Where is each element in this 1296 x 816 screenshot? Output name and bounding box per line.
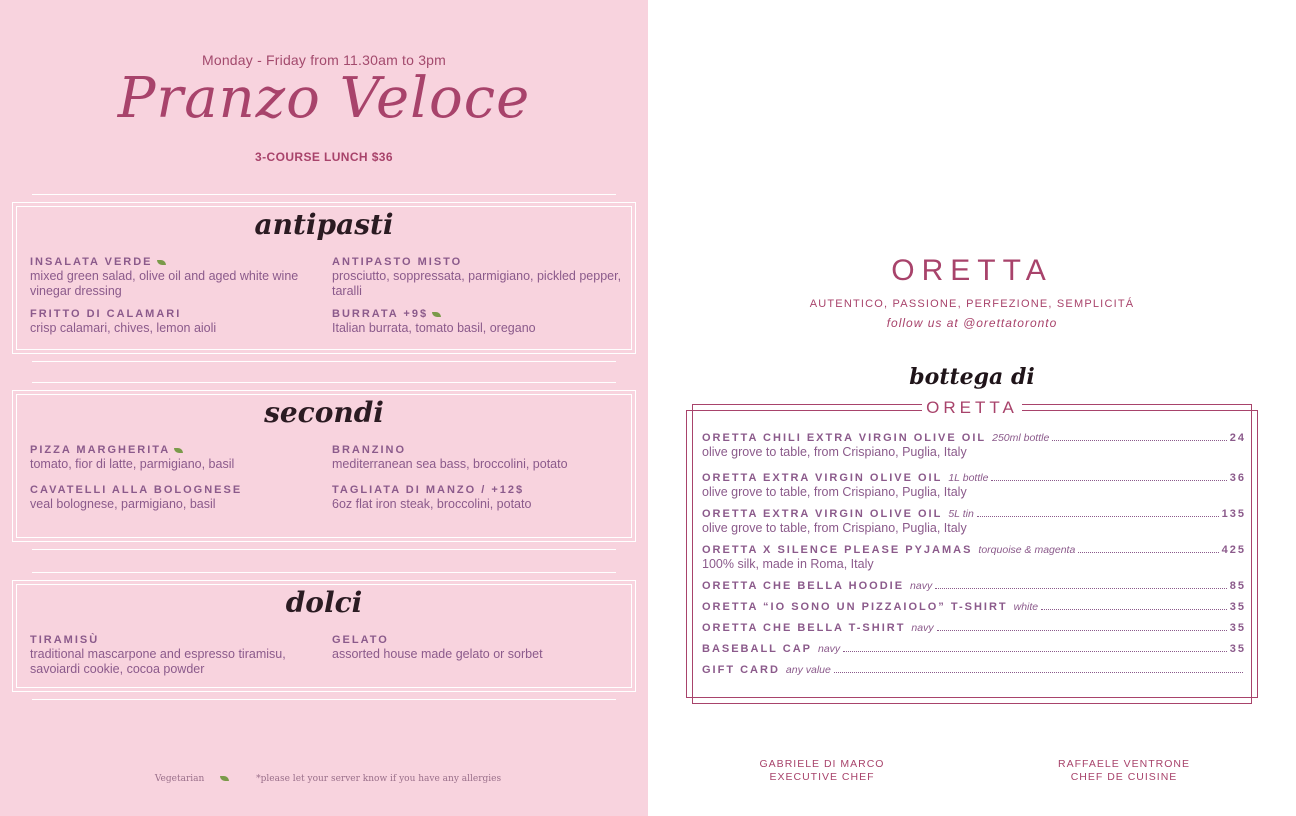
dot-leader: [1041, 609, 1227, 610]
allergy-note: *please let your server know if you have any allergies: [256, 774, 502, 784]
product-price: 425: [1221, 544, 1246, 556]
item-name: PIZZA MARGHERITA: [30, 444, 320, 456]
dolci-heading: dolci: [285, 586, 363, 619]
item-desc: crisp calamari, chives, lemon aioli: [30, 321, 217, 335]
product-note: torquoise & magenta: [978, 544, 1076, 556]
product-row: [702, 472, 1246, 499]
item-desc: traditional mascarpone and espresso tiramisu, savoiardi cookie, cocoa powder: [30, 647, 286, 676]
menu-item: [30, 308, 320, 336]
dolci-panel: [12, 580, 636, 692]
product-price: 24: [1229, 432, 1246, 444]
menu-item: [332, 634, 622, 662]
bottega-title: ORETTA: [648, 398, 1296, 418]
product-name: BASEBALL CAP: [702, 643, 812, 655]
lunch-subtitle: 3-COURSE LUNCH $36: [255, 150, 393, 164]
dot-leader: [977, 516, 1219, 517]
product-price: 36: [1229, 472, 1246, 484]
product-name: ORETTA EXTRA VIRGIN OLIVE OIL: [702, 472, 943, 484]
dot-leader: [1052, 440, 1226, 441]
product-desc: olive grove to table, from Crispiano, Puglia, Italy: [702, 445, 967, 459]
antipasti-panel: [12, 202, 636, 354]
product-note: navy: [910, 580, 933, 592]
brand-tagline: AUTENTICO, PASSIONE, PERFEZIONE, SEMPLICITÁ: [809, 298, 1135, 310]
item-desc: prosciutto, soppressata, parmigiano, pickled pepper, taralli: [332, 269, 622, 298]
item-desc: assorted house made gelato or sorbet: [332, 647, 543, 661]
product-row: [702, 622, 1246, 634]
product-row: [702, 601, 1246, 613]
product-row: [702, 508, 1246, 535]
product-name: ORETTA CHE BELLA T-SHIRT: [702, 622, 906, 634]
item-desc: Italian burrata, tomato basil, oregano: [332, 321, 536, 335]
product-desc: 100% silk, made in Roma, Italy: [702, 557, 874, 571]
product-name: ORETTA EXTRA VIRGIN OLIVE OIL: [702, 508, 943, 520]
dot-leader: [843, 651, 1227, 652]
product-note: any value: [785, 664, 831, 676]
product-row: [702, 432, 1246, 459]
item-name: BURRATA +9$: [332, 308, 622, 320]
secondi-panel: [12, 390, 636, 542]
vegetarian-leaf-icon: [432, 312, 441, 317]
vegetarian-leaf-icon: [174, 448, 183, 453]
menu-item: [332, 256, 622, 299]
product-row: [702, 643, 1246, 655]
item-desc: veal bolognese, parmigiano, basil: [30, 497, 216, 511]
product-note: navy: [817, 643, 841, 655]
item-name: INSALATA VERDE: [30, 256, 320, 268]
product-price: 35: [1229, 622, 1246, 634]
menu-item: [332, 484, 622, 512]
chef-name: GABRIELE DI MARCO: [759, 758, 885, 770]
product-price: 35: [1229, 643, 1246, 655]
chef-role: CHEF DE CUISINE: [1070, 771, 1178, 783]
product-note: 250ml bottle: [992, 432, 1050, 444]
item-name: TAGLIATA DI MANZO / +12$: [332, 484, 525, 496]
brand-name: ORETTA: [891, 254, 1053, 287]
product-note: navy: [911, 622, 934, 634]
dot-leader: [1078, 552, 1218, 553]
product-price: 35: [1229, 601, 1246, 613]
item-desc: 6oz flat iron steak, broccolini, potato: [332, 497, 532, 511]
lunch-title: Pranzo Veloce: [117, 66, 531, 131]
product-name: GIFT CARD: [702, 664, 780, 676]
menu-item: [332, 444, 622, 472]
dot-leader: [834, 672, 1243, 673]
item-desc: mediterranean sea bass, broccolini, potato: [332, 457, 568, 471]
item-name: ANTIPASTO MISTO: [332, 256, 463, 268]
product-note: 1L bottle: [948, 472, 989, 484]
bottega-script-heading: bottega di: [909, 364, 1035, 390]
product-name: ORETTA “IO SONO UN PIZZAIOLO” T-SHIRT: [702, 601, 1008, 613]
menu-item: [30, 484, 320, 512]
chef-role: EXECUTIVE CHEF: [769, 771, 875, 783]
product-note: white: [1013, 601, 1039, 613]
menu-item: [332, 308, 622, 336]
item-name: CAVATELLI ALLA BOLOGNESE: [30, 484, 243, 496]
vegetarian-leaf-icon: [220, 776, 229, 781]
item-name: GELATO: [332, 634, 389, 646]
antipasti-heading: antipasti: [254, 208, 394, 241]
chef-credit: [702, 758, 942, 784]
product-desc: olive grove to table, from Crispiano, Puglia, Italy: [702, 521, 967, 535]
chef-name: RAFFAELE VENTRONE: [1058, 758, 1190, 770]
item-name: BRANZINO: [332, 444, 407, 456]
lunch-hours: Monday - Friday from 11.30am to 3pm: [201, 52, 447, 68]
product-row: [702, 580, 1246, 592]
product-price: 135: [1221, 508, 1246, 520]
menu-item: [30, 634, 320, 677]
dot-leader: [991, 480, 1226, 481]
item-desc: tomato, fior di latte, parmigiano, basil: [30, 457, 235, 471]
vegetarian-legend: Vegetarian: [147, 774, 237, 784]
item-name: TIRAMISÙ: [30, 634, 100, 646]
menu-item: [30, 444, 320, 472]
product-note: 5L tin: [948, 508, 974, 520]
item-desc: mixed green salad, olive oil and aged white wine vinegar dressing: [30, 269, 299, 298]
menu-item: [30, 256, 320, 299]
product-desc: olive grove to table, from Crispiano, Puglia, Italy: [702, 485, 967, 499]
dot-leader: [935, 588, 1227, 589]
product-row: [702, 664, 1246, 676]
vegetarian-leaf-icon: [157, 260, 166, 265]
social-handle: follow us at @orettatoronto: [886, 316, 1058, 330]
product-name: ORETTA CHILI EXTRA VIRGIN OLIVE OIL: [702, 432, 987, 444]
item-name: FRITTO DI CALAMARI: [30, 308, 182, 320]
chef-credit: [1004, 758, 1244, 784]
product-name: ORETTA CHE BELLA HOODIE: [702, 580, 905, 592]
bottega-page: [648, 0, 1296, 816]
secondi-heading: secondi: [264, 396, 384, 429]
product-price: 85: [1229, 580, 1246, 592]
lunch-footer: [0, 774, 648, 784]
product-name: ORETTA X SILENCE PLEASE PYJAMAS: [702, 544, 973, 556]
dot-leader: [937, 630, 1227, 631]
product-row: [702, 544, 1246, 571]
